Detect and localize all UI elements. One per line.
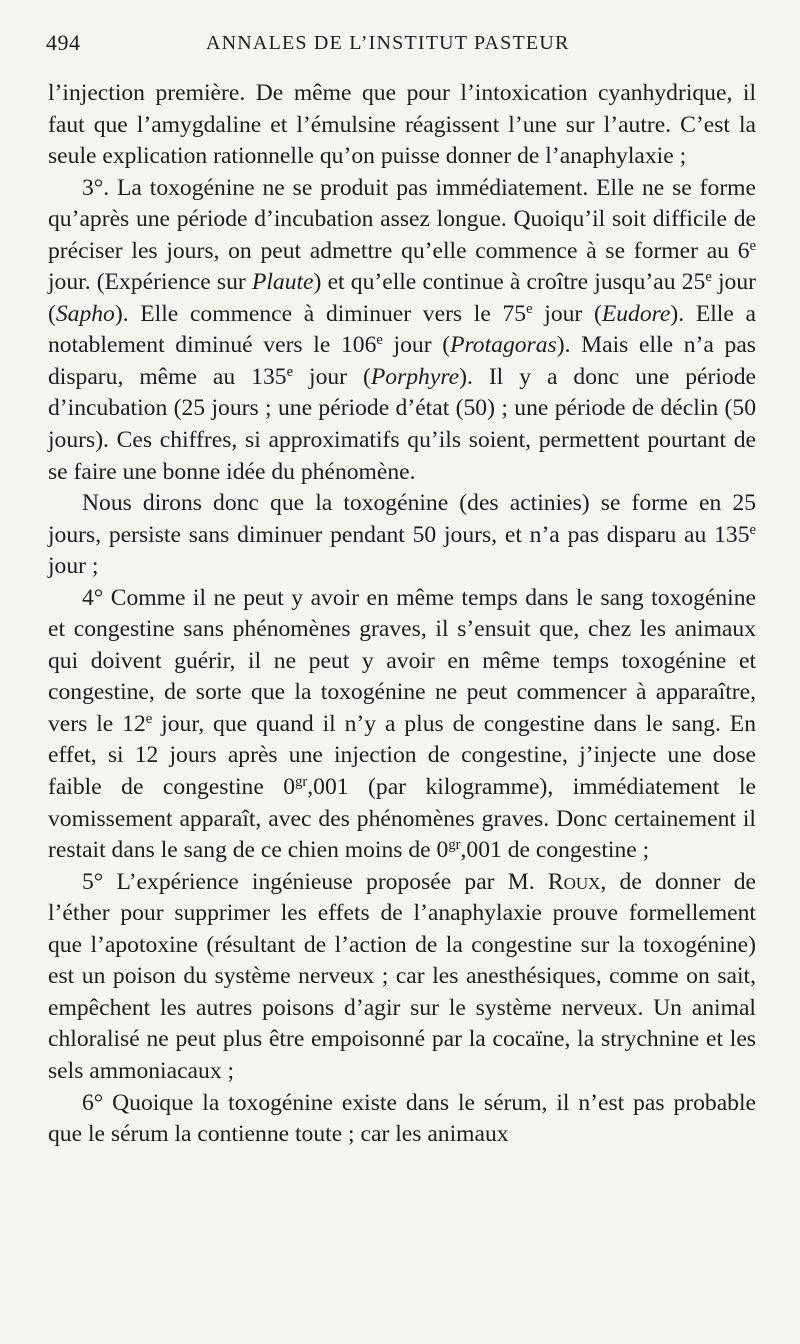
paragraph-continuation: l’injection première. De même que pour l’intoxication cyanhydrique, il faut que l’amygdaline et l’émulsine réagissent l’une sur l’autre. C’est la seule explication rationnelle qu’on puisse donner de l’anaphylaxie ; (48, 80, 756, 170)
dog-name: Plaute (251, 269, 314, 296)
paragraph-point-6: 6° Quoique la toxogénine existe dans le sérum, il n’est pas probable que le sérum la contienne toute ; car les animaux (48, 1089, 756, 1148)
paragraph-point-3: 3°. La toxogénine ne se produit pas immédiatement. Elle ne se forme qu’après une période d’incubation assez longue. Quoiqu’il soit difficile de préciser les jours, on peut admettre qu’elle commence à se former au 6e jour. (Expérience sur Plaute) et qu’elle continue à croître jusqu’au 25e jour (Sapho). Elle commence à diminuer vers le 75e jour (Eudore). Elle a notablement diminué vers le 106e jour (Protagoras). Mais elle n’a pas disparu, même au 135e jour (Porphyre). Il y a donc une période d’incubation (25 jours ; une période d’état (50) ; une période de déclin (50 jours). Ces chiffres, si approximatifs qu’ils soient, permettent pourtant de se faire une bonne idée du phénomène. (48, 174, 756, 485)
dog-name: Eudore (601, 300, 671, 327)
paragraph-point-4: 4° Comme il ne peut y avoir en même temps dans le sang toxogénine et congestine sans phénomènes graves, il s’ensuit que, chez les animaux qui doivent guérir, il ne peut y avoir en même temps toxogénine et congestine, de sorte que la toxogénine ne peut commencer à apparaître, vers le 12e jour, que quand il n’y a plus de congestine dans le sang. En effet, si 12 jours après une injection de congestine, j’injecte une dose faible de congestine $0^{gr},001$ (par kilogramme), immédiatement le vomissement apparaît, avec des phénomènes graves. Donc certainement il restait dans le sang de ce chien moins de $0^{gr},001$ de congestine ; (48, 584, 756, 864)
article-body (48, 78, 756, 1151)
dog-name: Porphyre (370, 363, 460, 390)
running-header (46, 30, 758, 64)
paragraph-point-5: 5° L’expérience ingénieuse proposée par M. Roux, de donner de l’éther pour supprimer les effets de l’anaphylaxie prouve formellement que l’apotoxine (résultant de l’action de la congestine sur la toxogénine) est un poison du système nerveux ; car les anesthésiques, comme on sait, empêchent les autres poisons d’agir sur le système nerveux. Un animal chloralisé ne peut plus être empoisonné par la cocaïne, la strychnine et les sels ammoniacaux ; (48, 868, 756, 1084)
author-name: M. Roux (507, 868, 601, 895)
journal-title: ANNALES DE L’INSTITUT PASTEUR (206, 32, 570, 54)
page-number: 494 (46, 30, 81, 55)
dog-name: Sapho (55, 300, 115, 327)
paragraph-summary: Nous dirons donc que la toxogénine (des actinies) se forme en 25 jours, persiste sans diminuer pendant 50 jours, et n’a pas disparu au 135e jour ; (48, 490, 756, 580)
dog-name: Protagoras (450, 332, 557, 359)
